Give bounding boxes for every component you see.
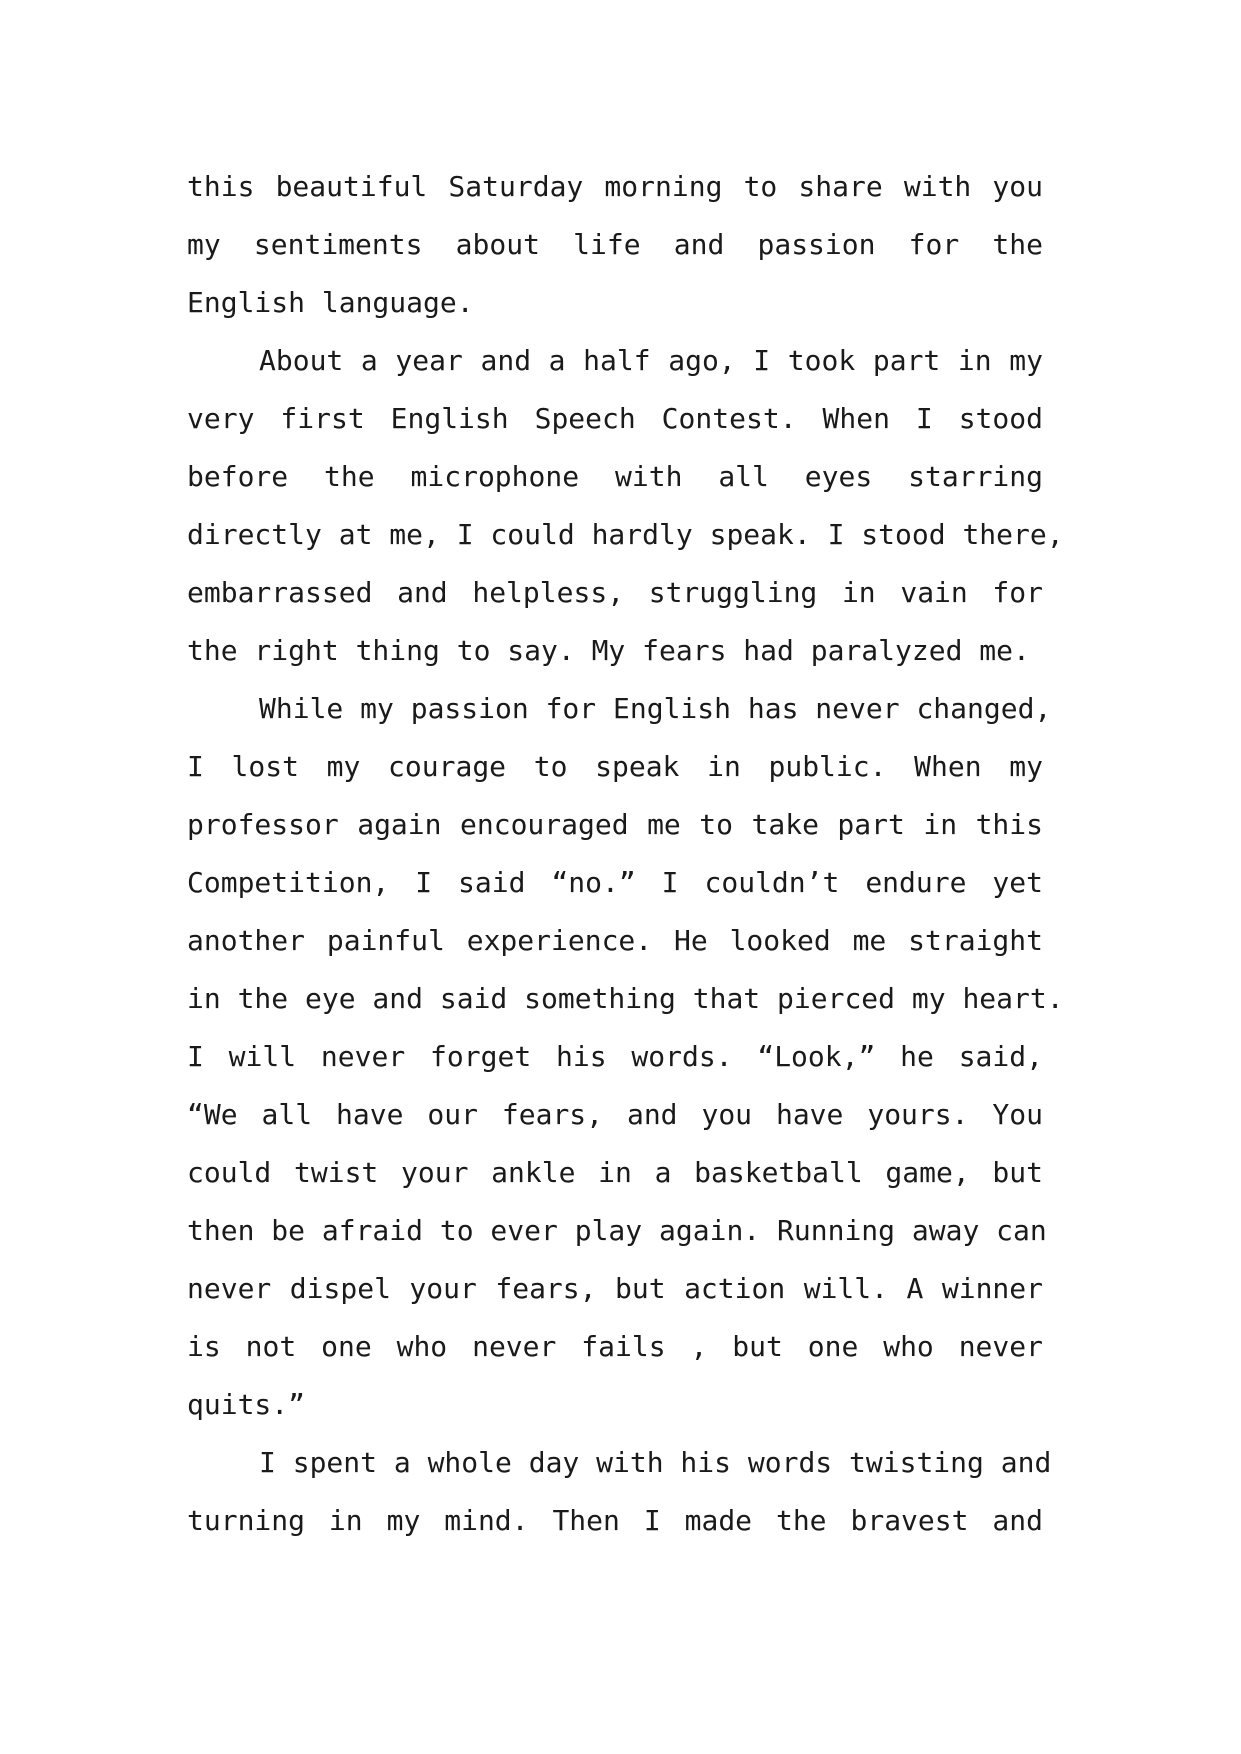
text-line: another painful experience. He looked me straight (187, 924, 1043, 957)
text-line: embarrassed and helpless, struggling in vain for (187, 576, 1043, 609)
text-line: Competition, I said “no.” I couldn’t endure yet (187, 866, 1043, 899)
text-line: quits.” (187, 1388, 306, 1421)
text-line: turning in my mind. Then I made the bravest and (187, 1504, 1043, 1537)
paragraph-first-line: I spent a whole day with his words twisting and (259, 1446, 1052, 1479)
text-line: in the eye and said something that pierced my heart. (187, 982, 1064, 1015)
text-line: before the microphone with all eyes starring (187, 460, 1043, 493)
text-line: I lost my courage to speak in public. When my (187, 750, 1043, 783)
text-line: this beautiful Saturday morning to share with you (187, 170, 1043, 203)
text-line: English language. (187, 286, 474, 319)
document-body (187, 158, 1064, 1550)
text-line: my sentiments about life and passion for the (187, 228, 1043, 261)
text-line: I will never forget his words. “Look,” he said, (187, 1040, 1043, 1073)
text-line: never dispel your fears, but action will. A winner (187, 1272, 1043, 1305)
text-line: then be afraid to ever play again. Running away can (187, 1214, 1047, 1247)
paragraph-first-line: About a year and a half ago, I took part in my (259, 344, 1043, 377)
text-line: “We all have our fears, and you have yours. You (187, 1098, 1043, 1131)
text-line: very first English Speech Contest. When I stood (187, 402, 1043, 435)
text-line: professor again encouraged me to take part in this (187, 808, 1043, 841)
text-line: directly at me, I could hardly speak. I stood there, (187, 518, 1064, 551)
text-line: the right thing to say. My fears had paralyzed me. (187, 634, 1030, 667)
text-line: could twist your ankle in a basketball game, but (187, 1156, 1043, 1189)
paragraph-first-line: While my passion for English has never changed, (259, 692, 1052, 725)
text-line: is not one who never fails , but one who never (187, 1330, 1043, 1363)
